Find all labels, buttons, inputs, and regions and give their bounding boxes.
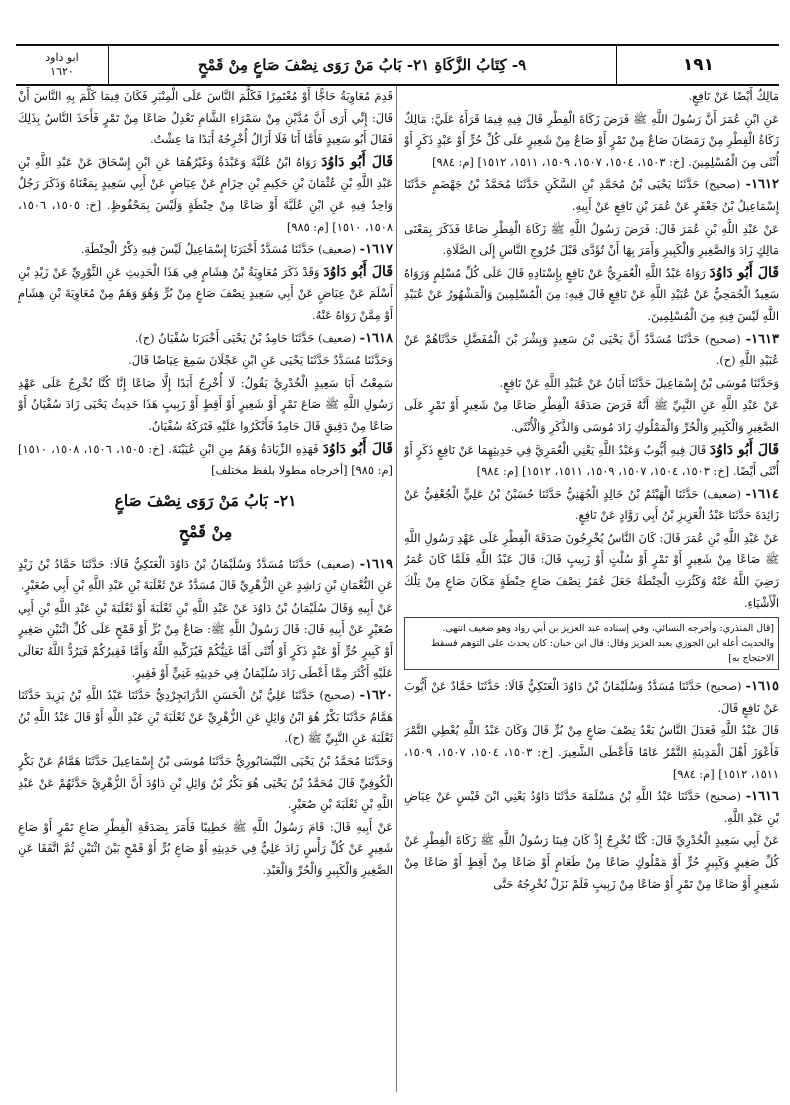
comment-text: فَهَذِهِ الزِّيَادَةُ وَهَمٌ مِنِ ابْنِ عُيَيْنَةَ. [خ: ١٥٠٥، ١٥٠٦، ١٥٠٨، ١٥١٠] [م: ٩٨٥] [أخرجاه مطولا بلفظ مختلف] xyxy=(18,441,393,478)
hadith-grade: (صحيح) xyxy=(704,178,741,192)
comment-lead: قَالَ أَبُو دَاوُدَ xyxy=(709,264,779,281)
chapter-heading: ٢١- بَابُ مَنْ رَوَى نِصْفَ صَاعٍ xyxy=(114,490,297,510)
hadith-text: حَدَّثَنَا حَامِدُ بْنُ يَحْيَى أَخْبَرَنَا سُفْيَانُ (ح). xyxy=(134,330,315,345)
text-paragraph: عَنْ عَبْدِ اللَّهِ بْنِ عُمَرَ قَالَ: كَانَ النَّاسُ يُخْرِجُونَ صَدَقَةَ الْفِطْرِ عَلَى عَهْدِ رَسُولِ اللَّهِ ﷺ صَاعًا مِنْ شَعِيرٍ أَوْ تَمْرٍ أَوْ سُلْتٍ أَوْ زَبِيبٍ قَالَ: قَالَ عَبْدُ اللَّهِ فَلَمَّا كَانَ عُمَرُ رَضِيَ اللَّهُ عَنْهُ وَكَثُرَتِ الْحِنْطَةُ جَعَلَ عُمَرُ نِصْفَ صَاعِ حِنْطَةٍ مَكَانَ صَاعٍ مِنْ تِلْكَ الْأَشْيَاءِ. xyxy=(404,530,779,610)
editor-note: [قال المنذري: وأخرجه النسائي، وفي إسناده عبد العزيز بن أبي رواد وهو ضعيف انتهى. والحديث أعله ابن الجوزي بعبد العزيز وقال: قال ابن حبان: كان يحدث على التوهم فسقط الاحتجاج به] xyxy=(404,617,779,670)
author-comment xyxy=(404,263,779,328)
book-reference-box xyxy=(16,46,109,84)
text-paragraph: قَدِمَ مُعَاوِيَةُ حَاجًّا أَوْ مُعْتَمِرًا فَكَلَّمَ النَّاسَ عَلَى الْمِنْبَرِ فَكَانَ فِيمَا كَلَّمَ بِهِ النَّاسَ أَنْ قَالَ: إِنِّي أَرَى أَنَّ مُدَّيْنِ مِنْ سَمْرَاءِ الشَّامِ تَعْدِلُ صَاعًا مِنْ تَمْرٍ فَأَخَذَ النَّاسُ بِذَلِكَ فَقَالَ أَبُو سَعِيدٍ فَأَمَّا أَنَا فَلَا أَزَالُ أُخْرِجُهُ أَبَدًا مَا عِشْتُ. xyxy=(18,89,393,147)
comment-text: رَوَاهُ ابْنُ عُلَيَّةَ وَعَبْدَةُ وَغَيْرُهُمَا عَنِ ابْنِ إِسْحَاقَ عَنْ عَبْدِ اللَّهِ بْنِ عَبْدِ اللَّهِ بْنِ عُثْمَانَ بْنِ حَكِيمِ بْنِ حِزَامٍ عَنْ عِيَاضٍ عَنْ أَبِي سَعِيدٍ بِمَعْنَاهُ وَذَكَرَ رَجُلٌ وَاحِدٌ فِيهِ عَنِ ابْنِ عُلَيَّةَ أَوْ صَاعًا مِنْ حِنْطَةٍ وَلَيْسَ بِمَحْفُوظٍ. [خ: ١٥٠٥، ١٥٠٦، ١٥٠٨، ١٥١٠] [م: ٩٨٥] xyxy=(18,154,393,234)
hadith-text: حَدَّثَنَا مُسَدَّدٌ وَسُلَيْمَانُ بْنُ دَاوُدَ الْعَتَكِيُّ قَالَا: حَدَّثَنَا حَمَّادٌ عَنْ أَيُّوبَ عَنْ نَافِعٍ قَالَ. xyxy=(404,679,779,715)
comment-lead: قَالَ أَبُو دَاوُدَ xyxy=(322,440,393,457)
hadith-text: حَدَّثَنَا مُسَدَّدٌ أَنَّ يَحْيَى بْنَ سَعِيدٍ وَبِشْرَ بْنَ الْمُفَضَّلِ حَدَّثَاهُمْ عَنْ عُبَيْدِ اللَّهِ (ح). xyxy=(404,331,779,368)
text-paragraph: وَحَدَّثَنَا مُحَمَّدُ بْنُ يَحْيَى النَّيْسَابُورِيُّ حَدَّثَنَا مُوسَى بْنُ إِسْمَاعِيلَ حَدَّثَنَا هَمَّامٌ عَنْ بَكْرٍ الْكُوفِيِّ قَالَ مُحَمَّدُ بْنُ يَحْيَى هُوَ بَكْرُ بْنُ وَائِلِ بْنِ دَاوُدَ أَنَّ الزُّهْرِيَّ حَدَّثَهُمْ عَنْ عَبْدِ اللَّهِ بْنِ ثَعْلَبَةَ بْنِ صُعَيْرٍ. xyxy=(18,754,393,812)
text-paragraph: سَمِعْتُ أَبَا سَعِيدٍ الْخُدْرِيَّ يَقُولُ: لَا أُخْرِجُ أَبَدًا إِلَّا صَاعًا إِنَّا كُنَّا نُخْرِجُ عَلَى عَهْدِ رَسُولِ اللَّهِ ﷺ صَاعَ تَمْرٍ أَوْ شَعِيرٍ أَوْ أَقِطٍ أَوْ زَبِيبٍ هَذَا حَدِيثُ يَحْيَى زَادَ سُفْيَانُ أَوْ صَاعًا مِنْ دَقِيقٍ قَالَ حَامِدٌ فَأَنْكَرُوا عَلَيْهِ فَتَرَكَهُ سُفْيَانُ. xyxy=(18,375,393,433)
text-paragraph: عَنْ أَبِيهِ قَالَ: قَامَ رَسُولُ اللَّهِ ﷺ خَطِيبًا فَأَمَرَ بِصَدَقَةِ الْفِطْرِ صَاعِ تَمْرٍ أَوْ صَاعِ شَعِيرٍ عَنْ كُلِّ رَأْسٍ زَادَ عَلِيٌّ فِي حَدِيثِهِ أَوْ صَاعِ بُرٍّ أَوْ قَمْحٍ بَيْنَ اثْنَيْنِ ثُمَّ اتَّفَقَا عَنِ الصَّغِيرِ وَالْكَبِيرِ وَالْحُرِّ وَالْعَبْدِ. xyxy=(18,819,393,877)
hadith-paragraph xyxy=(18,239,393,261)
text-paragraph: قَالَ عَبْدُ اللَّهِ فَعَدَلَ النَّاسُ بَعْدُ نِصْفَ صَاعٍ مِنْ بُرٍّ قَالَ وَكَانَ عَبْدُ اللَّهِ يُعْطِي التَّمْرَ فَأَعْوَزَ أَهْلَ الْمَدِينَةِ التَّمْرُ عَامًا فَأَعْطَى الشَّعِيرَ. [خ: ١٥٠٣، ١٥٠٤، ١٥٠٧، ١٥٠٩، ١٥١١، ١٥١٢] [م: ٩٨٤] xyxy=(404,723,779,781)
hadith-text: حَدَّثَنَا مُسَدَّدٌ أَخْبَرَنَا إِسْمَاعِيلُ لَيْسَ فِيهِ ذِكْرُ الْحِنْطَةِ. xyxy=(80,242,315,257)
hadith-text: حَدَّثَنَا الْهَيْثَمُ بْنُ خَالِدٍ الْجُهَنِيُّ حَدَّثَنَا حُسَيْنُ بْنُ عَلِيٍّ الْجُعْفِيُّ عَنْ زَائِدَةَ حَدَّثَنَا عَبْدُ الْعَزِيزِ بْنُ أَبِي رَوَّادٍ عَنْ نَافِعٍ. xyxy=(404,486,779,523)
hadith-paragraph xyxy=(404,174,779,217)
hadith-text: حَدَّثَنَا مُسَدَّدٌ وَسُلَيْمَانُ بْنُ دَاوُدَ الْعَتَكِيُّ قَالَا: حَدَّثَنَا حَمَّادُ بْنُ زَيْدٍ عَنِ النُّعْمَانِ بْنِ رَاشِدٍ عَنِ الزُّهْرِيِّ قَالَ مُسَدَّدٌ عَنْ ثَعْلَبَةَ بْنِ عَبْدِ اللَّهِ بْنِ أَبِي صُعَيْرٍ. xyxy=(18,556,393,593)
hadith-grade: (ضعيف) xyxy=(318,331,357,345)
hadith-paragraph xyxy=(18,554,393,597)
hadith-number: ١٦١٣- xyxy=(745,331,779,347)
hadith-paragraph xyxy=(18,685,393,750)
hadith-number: ١٦٢٠- xyxy=(359,688,393,704)
text-paragraph: وَحَدَّثَنَا مُسَدَّدٌ حَدَّثَنَا يَحْيَى عَنِ ابْنِ عَجْلَانَ سَمِعَ عِيَاضًا قَالَ. xyxy=(128,353,393,368)
text-paragraph: عَنِ ابْنِ عُمَرَ أَنَّ رَسُولَ اللَّهِ ﷺ فَرَضَ زَكَاةَ الْفِطْرِ قَالَ فِيهِ فِيمَا قَرَأَهُ عَلَيَّ: مَالِكٌ زَكَاةُ الْفِطْرِ مِنْ رَمَضَانَ صَاعٌ مِنْ تَمْرٍ أَوْ صَاعٌ مِنْ شَعِيرٍ عَلَى كُلِّ حُرٍّ أَوْ عَبْدٍ ذَكَرٍ أَوْ أُنْثَى مِنَ الْمُسْلِمِينَ. [خ: ١٥٠٣، ١٥٠٤، ١٥٠٧، ١٥٠٩، ١٥١١، ١٥١٢] [م: ٩٨٤] xyxy=(404,111,779,169)
hadith-paragraph xyxy=(404,786,779,829)
text-paragraph: عَنْ عَبْدِ اللَّهِ بْنِ عُمَرَ قَالَ: فَرَضَ رَسُولُ اللَّهِ ﷺ زَكَاةَ الْفِطْرِ صَاعًا فَذَكَرَ بِمَعْنَى مَالِكٍ زَادَ وَالصَّغِيرِ وَالْكَبِيرِ وَأَمَرَ بِهَا أَنْ تُؤَدَّى قَبْلَ خُرُوجِ النَّاسِ إِلَى الصَّلَاةِ. xyxy=(404,221,779,258)
hadith-grade: (ضعيف) xyxy=(703,487,742,501)
comment-text: قَالَ فِيهِ أَيُّوبُ وَعَبْدُ اللَّهِ يَعْنِي الْعُمَرِيَّ فِي حَدِيثِهِمَا عَنْ نَافِعٍ ذَكَرٍ أَوْ أُنْثَى أَيْضًا. [خ: ١٥٠٣، ١٥٠٤، ١٥٠٧، ١٥٠٩، ١٥١١، ١٥١٢] [م: ٩٨٤] xyxy=(404,442,779,479)
hadith-grade: (ضعيف) xyxy=(316,557,355,571)
hadith-grade: (صحيح) xyxy=(706,680,742,694)
hadith-number: ١٦١٥- xyxy=(745,679,779,695)
hadith-text: حَدَّثَنَا يَحْيَى بْنُ مُحَمَّدِ بْنِ السَّكَنِ حَدَّثَنَا مُحَمَّدُ بْنُ جَهْضَمٍ حَدَّثَنَا إِسْمَاعِيلُ بْنُ جَعْفَرٍ عَنْ عُمَرَ بْنِ نَافِعٍ عَنْ أَبِيهِ. xyxy=(404,177,779,213)
running-title: ٩- كِتَابُ الزَّكَاةِ ٢١- بَابُ مَنْ رَوَى نِصْفَ صَاعٍ مِنْ قَمْحٍ xyxy=(197,56,527,74)
comment-text: وَقَدْ ذَكَرَ مُعَاوِيَةُ بْنُ هِشَامٍ فِي هَذَا الْحَدِيثِ عَنِ الثَّوْرِيِّ عَنْ زَيْدِ بْنِ أَسْلَمَ عَنْ عِيَاضٍ عَنْ أَبِي سَعِيدٍ نِصْفَ صَاعٍ مِنْ بُرٍّ وَهُوَ وَهَمٌ مِنْ مُعَاوِيَةَ بْنِ هِشَامٍ أَوْ مِمَّنْ رَوَاهُ عَنْهُ. xyxy=(18,264,393,322)
comment-lead: قَالَ أَبُو دَاوُدَ xyxy=(709,441,779,458)
hadith-paragraph xyxy=(404,484,779,527)
text-paragraph: عَنْ عَبْدِ اللَّهِ عَنِ النَّبِيِّ ﷺ أَنَّهُ فَرَضَ صَدَقَةَ الْفِطْرِ صَاعًا مِنْ شَعِيرٍ أَوْ تَمْرٍ عَلَى الصَّغِيرِ وَالْكَبِيرِ وَالْحُرِّ وَالْمَمْلُوكِ زَادَ مُوسَى وَالذَّكَرِ وَالْأُنْثَى. xyxy=(404,398,779,434)
text-paragraph: عَنْ أَبِي سَعِيدٍ الْخُدْرِيِّ قَالَ: كُنَّا نُخْرِجُ إِذْ كَانَ فِينَا رَسُولُ اللَّهِ ﷺ زَكَاةَ الْفِطْرِ عَنْ كُلِّ صَغِيرٍ وَكَبِيرٍ حُرٍّ أَوْ مَمْلُوكٍ صَاعًا مِنْ طَعَامٍ أَوْ صَاعًا مِنْ أَقِطٍ أَوْ صَاعًا مِنْ شَعِيرٍ أَوْ صَاعًا مِنْ تَمْرٍ أَوْ صَاعًا مِنْ زَبِيبٍ فَلَمْ نَزَلْ نُخْرِجُهُ حَتَّى xyxy=(404,833,779,891)
left-column xyxy=(18,86,393,1096)
hadith-grade: (ضعيف) xyxy=(318,243,357,257)
hadith-text: حَدَّثَنَا عَبْدُ اللَّهِ بْنُ مَسْلَمَةَ حَدَّثَنَا دَاوُدُ يَعْنِي ابْنَ قَيْسٍ عَنْ عِيَاضِ بْنِ عَبْدِ اللَّهِ. xyxy=(404,789,779,825)
author-comment xyxy=(404,440,779,483)
comment-lead: قَالَ أَبُو دَاوُدَ xyxy=(321,153,393,170)
hadith-paragraph xyxy=(404,676,779,719)
author-comment xyxy=(18,152,393,238)
book-name: ابو داود xyxy=(45,51,79,64)
text-paragraph: مَالِكٌ أَيْضًا عَنْ نَافِعٍ. xyxy=(688,89,779,103)
hadith-grade: (صحيح) xyxy=(705,790,741,804)
comment-lead: قَالَ أَبُو دَاوُدَ xyxy=(323,263,393,280)
comment-text: رَوَاهُ عَبْدُ اللَّهِ الْعُمَرِيُّ عَنْ نَافِعٍ بِإِسْنَادِهِ قَالَ عَلَى كُلِّ مُسْلِمٍ وَرَوَاهُ سَعِيدٌ الْجُمَحِيُّ عَنْ عُبَيْدِ اللَّهِ عَنْ نَافِعٍ قَالَ فِيهِ: مِنَ الْمُسْلِمِينَ وَالْمَشْهُورُ عَنْ عُبَيْدِ اللَّهِ لَيْسَ فِيهِ مِنَ الْمُسْلِمِينَ. xyxy=(404,265,779,323)
hadith-paragraph xyxy=(18,328,393,350)
chapter-heading: مِنْ قَمْحٍ xyxy=(178,521,233,541)
page-number: ١٩١ xyxy=(616,46,780,84)
hadith-paragraph xyxy=(404,329,779,372)
column-divider xyxy=(396,86,397,1092)
hadith-text: حَدَّثَنَا عَلِيُّ بْنُ الْحَسَنِ الدَّرَابَجِرْدِيُّ حَدَّثَنَا عَبْدُ اللَّهِ بْنُ يَزِيدَ حَدَّثَنَا هَمَّامٌ حَدَّثَنَا بَكْرٌ هُوَ ابْنُ وَائِلٍ عَنِ الزُّهْرِيِّ عَنْ ثَعْلَبَةَ بْنِ عَبْدِ اللَّهِ أَوْ قَالَ عَبْدُ اللَّهِ بْنُ ثَعْلَبَةَ عَنِ النَّبِيِّ ﷺ (ح). xyxy=(18,688,393,746)
text-paragraph: وَحَدَّثَنَا مُوسَى بْنُ إِسْمَاعِيلَ حَدَّثَنَا أَبَانُ عَنْ عُبَيْدِ اللَّهِ عَنْ نَافِعٍ. xyxy=(499,375,779,390)
hadith-grade: (صحيح) xyxy=(705,332,741,346)
text-paragraph: عَنْ أَبِيهِ وَقَالَ سُلَيْمَانُ بْنُ دَاوُدَ عَنْ عَبْدِ اللَّهِ بْنِ ثَعْلَبَةَ أَوْ ثَعْلَبَةَ بْنِ عَبْدِ اللَّهِ بْنِ أَبِي صُعَيْرٍ عَنْ أَبِيهِ قَالَ: قَالَ رَسُولُ اللَّهِ ﷺ: صَاعٌ مِنْ بُرٍّ أَوْ قَمْحٍ عَلَى كُلِّ اثْنَيْنِ صَغِيرٍ أَوْ كَبِيرٍ حُرٍّ أَوْ عَبْدٍ ذَكَرٍ أَوْ أُنْثَى أَمَّا غَنِيُّكُمْ فَيُزَكِّيهِ اللَّهُ وَأَمَّا فَقِيرُكُمْ فَيَرُدُّ اللَّهُ تَعَالَى عَلَيْهِ أَكْثَرَ مِمَّا أَعْطَى زَادَ سُلَيْمَانُ فِي حَدِيثِهِ غَنِيٍّ أَوْ فَقِيرٍ. xyxy=(18,600,393,680)
page-header xyxy=(16,44,779,86)
hadith-grade: (صحيح) xyxy=(319,689,355,703)
hadith-number: ١٦١٢- xyxy=(745,177,779,193)
hadith-number: ١٦١٤- xyxy=(745,486,779,502)
hadith-number: ١٦١٧- xyxy=(359,242,393,258)
author-comment xyxy=(18,262,393,327)
hadith-number: ١٦١٩- xyxy=(359,556,393,572)
book-range: ١٦٢٠ xyxy=(50,65,74,78)
hadith-number: ١٦١٨- xyxy=(359,330,393,346)
author-comment xyxy=(18,439,393,482)
hadith-number: ١٦١٦- xyxy=(745,789,779,805)
right-column xyxy=(404,86,779,1096)
